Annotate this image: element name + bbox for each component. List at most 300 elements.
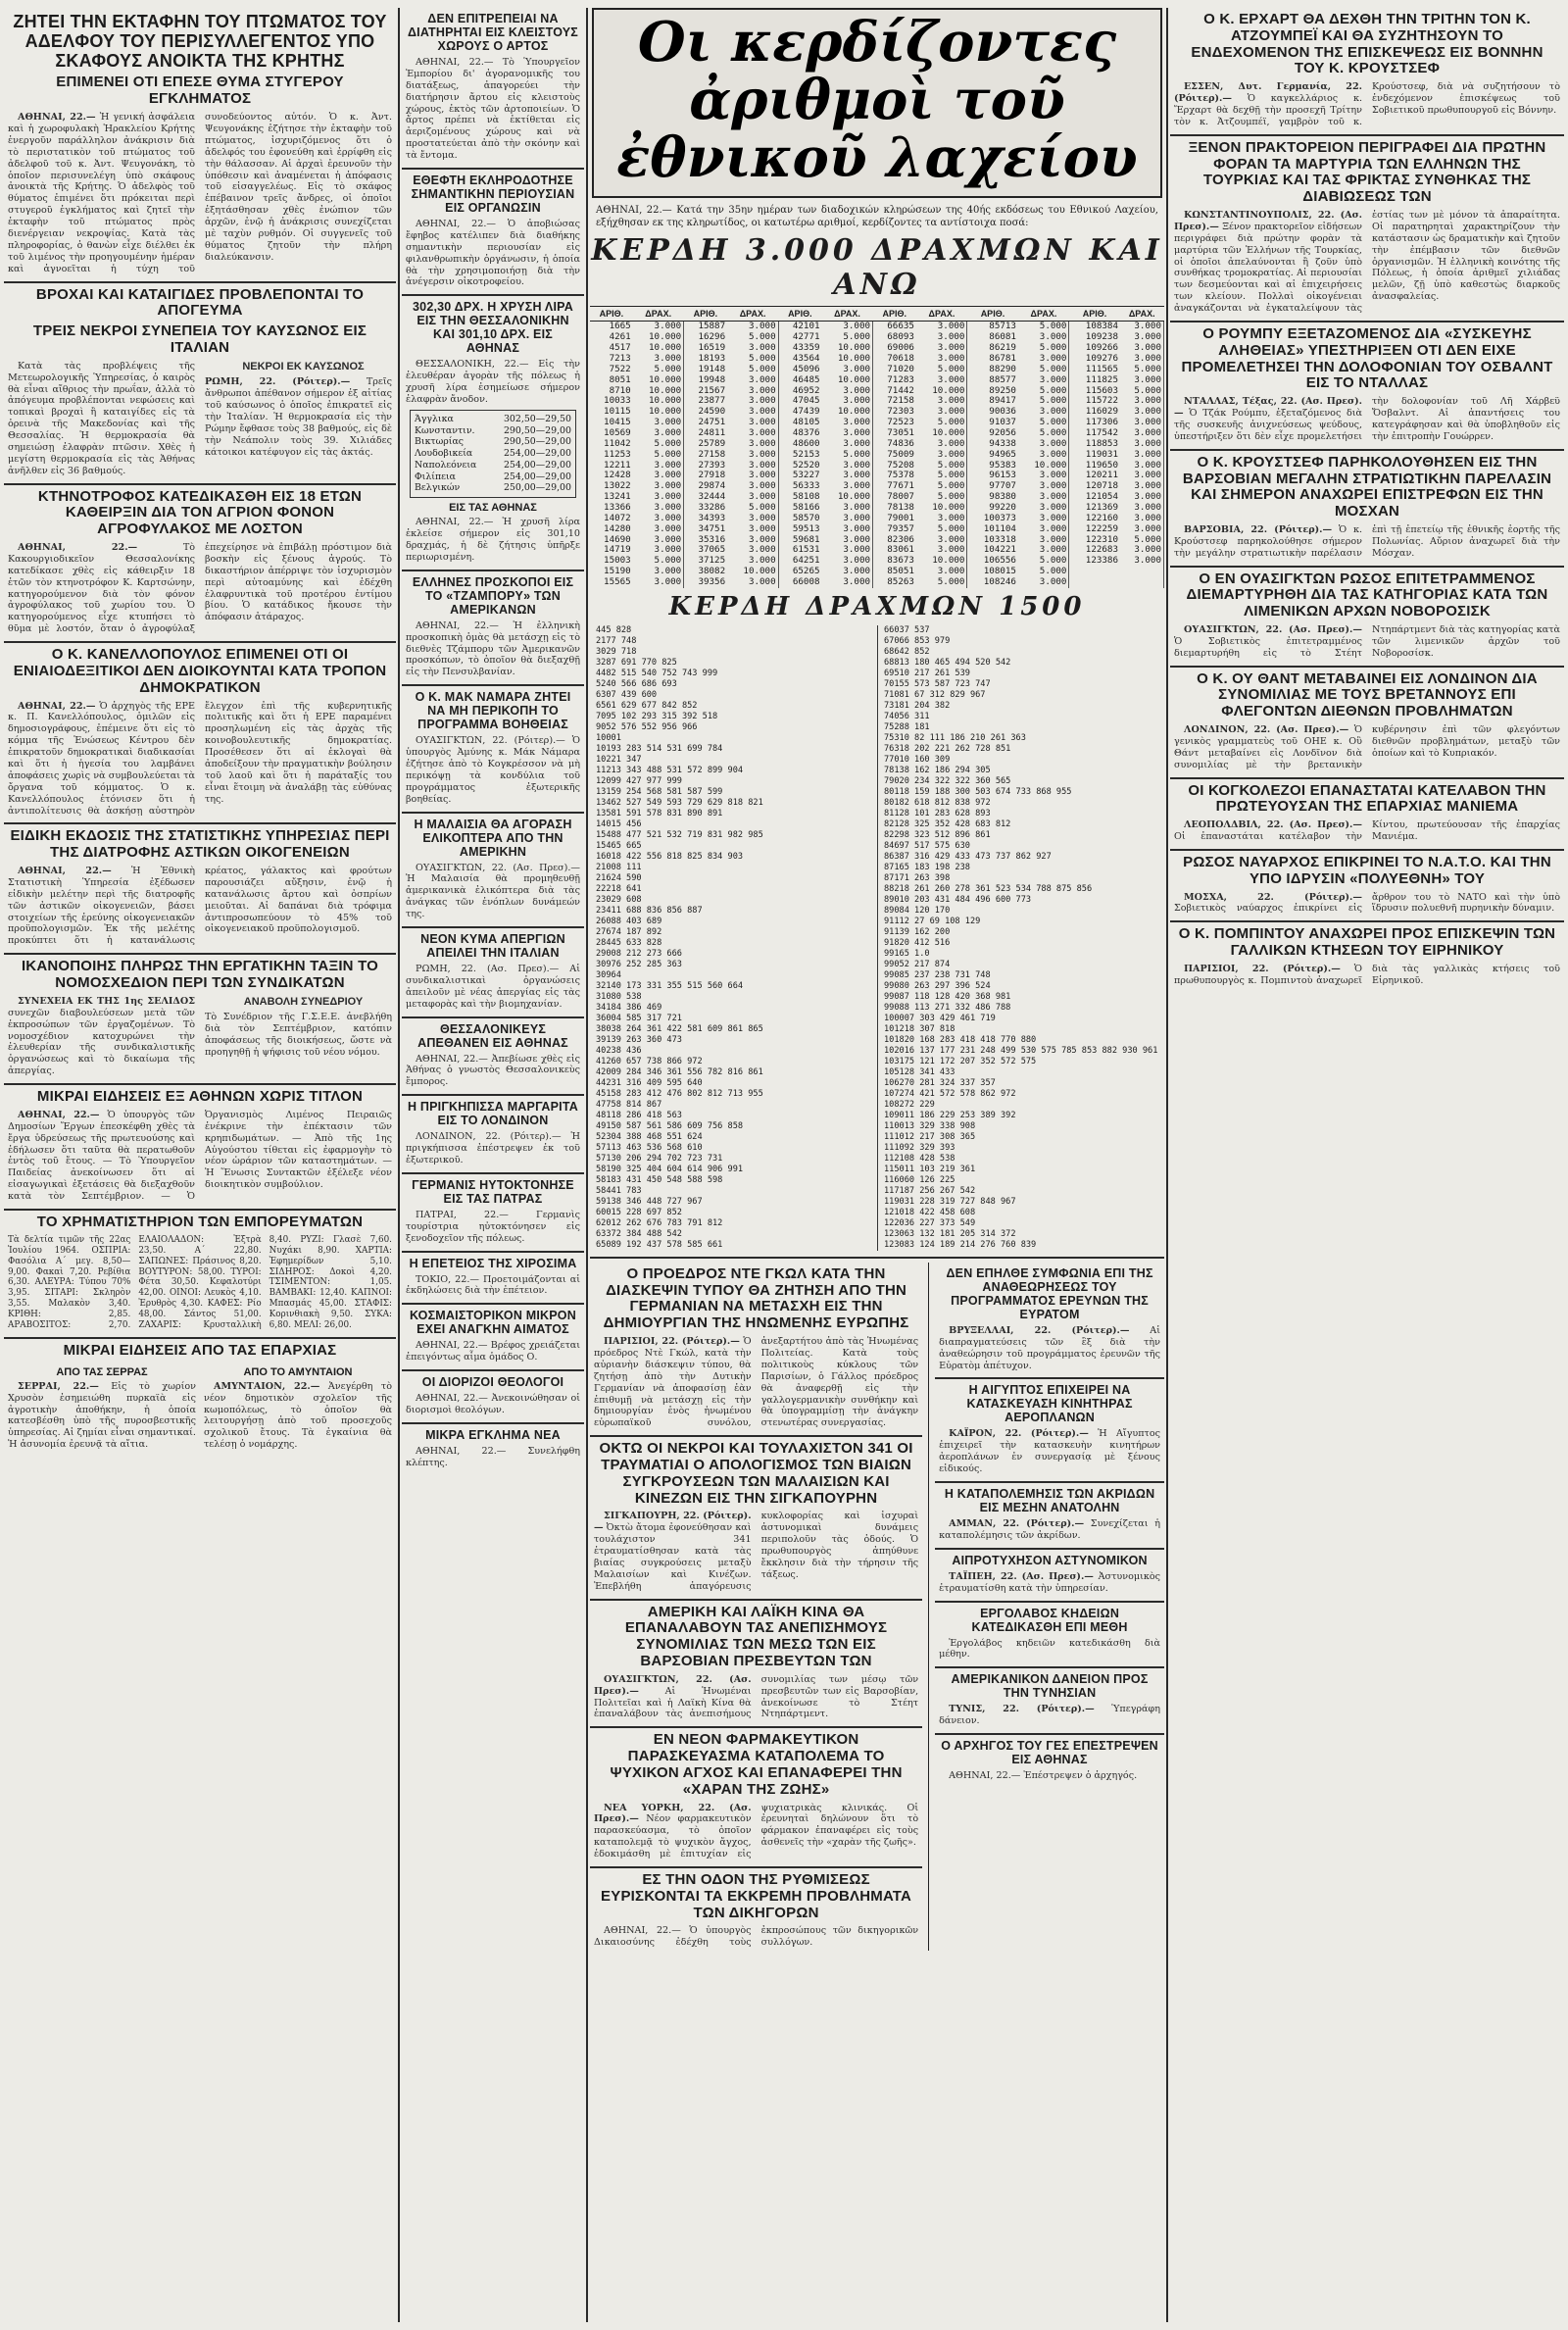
story-egypt — [939, 1383, 1160, 1475]
table-cell: 11253 — [604, 448, 631, 460]
table-cell: 122160 — [1085, 512, 1118, 523]
rates-table — [410, 410, 576, 498]
table-cell: 5.000 — [1018, 322, 1069, 332]
table-cell: 43359 — [792, 342, 820, 354]
list-item: 86387 316 429 433 473 737 862 927 — [884, 851, 1052, 862]
table-header-cell: ΔΡΑΧ. — [916, 307, 967, 322]
table-cell: 5.000 — [633, 450, 684, 461]
list-item: 57130 206 294 702 723 731 — [596, 1153, 723, 1164]
story-exhumation — [8, 12, 392, 275]
table-cell: 10.000 — [633, 343, 684, 354]
list-item: 101218 307 818 — [884, 1023, 956, 1034]
table-cell: 97707 — [989, 480, 1016, 492]
list-item: 112108 428 538 — [884, 1153, 956, 1164]
list-item: 106270 281 324 337 357 — [884, 1077, 996, 1088]
table-cell: 111825 — [1085, 373, 1118, 385]
story-medicine — [594, 1732, 918, 1860]
table-cell: 3.000 — [1018, 407, 1069, 418]
rule — [4, 953, 396, 955]
table-cell: 119650 — [1085, 459, 1118, 471]
table-cell: 98380 — [989, 491, 1016, 503]
table-cell: 3.000 — [822, 535, 873, 546]
story-police — [939, 1554, 1160, 1595]
headline: Η ΚΑΤΑΠΟΛΕΜΗΣΙΣ ΤΩΝ ΑΚΡΙΔΩΝ ΕΙΣ ΜΕΣΗΝ ΑΝΑΤΟΛΗΝ — [944, 1487, 1155, 1514]
column-right — [1170, 8, 1564, 2322]
table-cell: 14072 — [604, 512, 631, 523]
table-cell: 85713 — [989, 321, 1016, 332]
table-cell: 10.000 — [916, 503, 967, 514]
table-cell: 3.000 — [633, 418, 684, 428]
table-cell: 3.000 — [727, 428, 778, 439]
list-item: 31080 538 — [596, 991, 642, 1002]
table-cell: 5.000 — [822, 332, 873, 343]
list-item: 66037 537 — [884, 624, 930, 635]
list-item: 58441 783 — [596, 1185, 642, 1196]
table-cell: 42101 — [792, 321, 820, 332]
list-item: 60015 228 697 852 — [596, 1207, 682, 1217]
table-cell: 3.000 — [1120, 481, 1164, 492]
table-cell: 109266 — [1085, 342, 1118, 354]
list-item: 69510 217 261 539 — [884, 668, 970, 678]
list-item: 73181 204 382 — [884, 700, 951, 711]
list-item: 123063 132 181 205 314 372 — [884, 1228, 1016, 1239]
list-item: 13581 591 578 831 890 891 — [596, 808, 723, 818]
list-item: 117187 256 267 542 — [884, 1185, 976, 1196]
table-cell: 79357 — [887, 522, 914, 534]
table-cell: 3.000 — [916, 322, 967, 332]
rule — [4, 1337, 396, 1339]
table-cell: 72523 — [887, 417, 914, 428]
table-cell: 3.000 — [633, 535, 684, 546]
story-turkey-greeks — [1174, 140, 1560, 315]
list-item: 445 828 — [596, 624, 632, 635]
table-cell: 5.000 — [727, 365, 778, 375]
table-cell: 3.000 — [822, 545, 873, 556]
story-body: ΟΥΑΣΙΓΚΤΩΝ, 22. (Ασ. Πρεσ).— Αἱ Ἡνωμέναι Πολιτεῖαι καὶ ἡ Λαϊκὴ Κίνα θὰ ἐπαναλάβουν τὰς ἀνεπισήμους συνομιλίας των μέσῳ τῶν πρεσβευτῶν των εἰς Βαρσοβίαν, ἀνεκοίνωσε τὸ Στέητ Ντηπάρτμεντ. — [594, 1673, 919, 1720]
table-cell: 39356 — [698, 576, 726, 588]
story-body: ΑΜΥΝΤΑΙΟΝ, 22.— Ἀνεγέρθη τὸ νέον δημοτικὸν σχολεῖον τῆς κωμοπόλεως, τὸ ὁποῖον θὰ λειτουργήσῃ ἀπὸ τοῦ προσεχοῦς σχολικοῦ ἔτους. Τὰ ἐγκαίνια θὰ τελέσῃ ὁ νομάρχης. — [204, 1380, 393, 1451]
list-item: 99080 263 297 396 524 — [884, 980, 991, 991]
table-cell: 5.000 — [1120, 386, 1164, 397]
table-cell: 3.000 — [822, 577, 873, 588]
table-cell: 104221 — [983, 544, 1016, 556]
table-cell: 66008 — [792, 576, 820, 588]
table-cell: 7213 — [609, 352, 631, 364]
story-body: Τὰ δελτία τιμῶν τῆς 22ας Ἰουλίου 1964. ΟΣΠΡΙΑ: Φασόλια Α΄ μεγ. 8,50—9,00. Φακαὶ 7,20. Ρεβίθια 6,30. ΑΛΕΥΡΑ: Τύπου 70% 3,95. ΣΙΤΑΡΙ: Σκληρὸν 3,55. Μαλακὸν 3,40. ΚΡΙΘΗ: 2,85. ΑΡΑΒΟΣΙΤΟΣ: 2,70. ΕΛΑΙΟΛΑΔΟΝ: Ἐξτρὰ 23,50. Α΄ 22,80. ΣΑΠΩΝΕΣ: Πράσινος 8,20. ΒΟΥΤΥΡΟΝ: 58,00. ΤΥΡΟΙ: Φέτα 30,50. Κεφαλοτύρι 42,00. ΟΙΝΟΙ: Λευκὸς 4,10. Ἐρυθρὸς 4,30. ΚΑΦΕΣ: Ρίο 48,00. Σάντος 51,00. ΖΑΧΑΡΙΣ: Κρυσταλλικὴ 8,40. ΡΥΖΙ: Γλασὲ 7,60. Νυχάκι 8,90. ΧΑΡΤΙΑ: Ἐφημερίδων 5,10. ΣΙΔΗΡΟΣ: Δοκοὶ 4,20. ΤΣΙΜΕΝΤΟΝ: 1,05. ΒΑΜΒΑΚΙ: 12,40. ΚΑΠΝΟΙ: Μπασμάς 45,00. ΣΤΑΦΙΣ: Κορινθιακὴ 9,50. ΣΥΚΑ: 6,80. ΜΕΛΙ: 26,00. — [8, 1234, 392, 1331]
headline: ΟΙ ΚΟΓΚΟΛΕΖΟΙ ΕΠΑΝΑΣΤΑΤΑΙ ΚΑΤΕΛΑΒΟΝ ΤΗΝ ΠΡΩΤΕΥΟΥΣΑΝ ΤΗΣ ΕΠΑΡΧΙΑΣ ΜΑΝΙΕΜΑ — [1188, 781, 1546, 816]
table-cell: 14280 — [604, 522, 631, 534]
table-cell: 3.000 — [1120, 556, 1164, 567]
table-cell: 78138 — [887, 502, 914, 513]
table-cell: 3.000 — [916, 439, 967, 450]
rates-row: Ναπολεόνεια 254,00—29,00 — [415, 459, 571, 471]
rule — [402, 168, 584, 170]
list-item: 102016 137 177 231 248 499 530 575 785 853 882 930 961 — [884, 1045, 1158, 1056]
story-body: ΑΘΗΝΑΙ, 22.— Ὁ ἀρχηγὸς τῆς ΕΡΕ κ. Π. Κανελλόπουλος, ὁμιλῶν εἰς δημοσιογράφους, ἐπέμεινε ὅτι εἰς τὸ κόμμα τῆς Ἑνώσεως Κέντρου δὲν ἐπικρατοῦν δημοκρατικαὶ διαδικασίαι καὶ ὅτι ἡ ἡγεσία του λαμβάνει ἀποφάσεις χωρὶς νὰ συμβουλεύεται τὰ ὄργανα τοῦ κόμματος. Ὁ κ. Κανελλόπουλος ἐτόνισεν ὅτι ἡ ἀντιπολίτευσις θὰ ἀσκήσῃ αὐστηρὸν ἔλεγχον ἐπὶ τῆς κυβερνητικῆς πολιτικῆς καὶ ὅτι ἡ ΕΡΕ παραμένει προσηλωμένη εἰς τὰς ἀρχὰς τῆς κοινοβουλευτικῆς δημοκρατίας. Προσέθεσεν ὅτι αἱ ἐκλογαὶ θὰ ἀποδείξουν τὴν πραγματικὴν βούλησιν τοῦ λαοῦ καὶ ὅτι ἡ παράταξίς του εἶναι ἕτοιμη νὰ ἀναλάβῃ τὰς εὐθύνας της. — [8, 700, 392, 817]
rates-row: Φιλίπεια 254,00—29,00 — [415, 471, 571, 482]
table-cell: 5.000 — [633, 439, 684, 450]
table-cell: 15190 — [604, 566, 631, 577]
list-item: 82128 325 352 428 683 812 — [884, 818, 1011, 829]
list-item: 79020 234 322 322 360 565 — [884, 775, 1011, 786]
table-cell: 88577 — [989, 373, 1016, 385]
story-body: ΠΑΡΙΣΙΟΙ, 22. (Ρόιτερ).— Ὁ πρόεδρος Ντὲ Γκώλ, κατὰ τὴν αὐριανὴν διάσκεψιν τύπου, θὰ ζητήσῃ ἀπὸ τὴν Δυτικὴν Γερμανίαν νὰ ἀποφασίσῃ ἐὰν ἐπιθυμῇ νὰ μετάσχῃ εἰς τὴν δημιουργίαν ἑνὸς ἡνωμένου εὐρωπαϊκοῦ συνόλου, ἀνεξαρτήτου ἀπὸ τὰς Ἡνωμένας Πολιτείας. Κατὰ τοὺς πολιτικοὺς κύκλους τῶν Παρισίων, ὁ Γάλλος πρόεδρος θὰ ἀναφερθῇ εἰς τὴν γαλλογερμανικὴν συνθήκην καὶ θὰ ὑπογραμμίσῃ τὴν ἀνάγκην στενωτέρας συνεργασίας. — [594, 1336, 919, 1429]
table-cell: 3.000 — [1120, 322, 1164, 332]
table-header-cell: ΑΡΙΘ. — [873, 307, 916, 322]
table-cell: 3.000 — [822, 514, 873, 524]
table-cell: 115603 — [1085, 384, 1118, 396]
list-item: 10221 347 — [596, 754, 642, 765]
rule — [935, 1481, 1164, 1483]
table-cell: 122683 — [1085, 544, 1118, 556]
rates-row: Βελγικών 250,00—29,00 — [415, 482, 571, 494]
table-header-cell: ΔΡΑΧ. — [727, 307, 778, 322]
table-cell: 10.000 — [916, 556, 967, 567]
headline: Ο ΠΡΟΕΔΡΟΣ ΝΤΕ ΓΚΩΛ ΚΑΤΑ ΤΗΝ ΔΙΑΣΚΕΨΙΝ ΤΥΠΟΥ ΘΑ ΖΗΤΗΣΗ ΑΠΟ ΤΗΝ ΓΕΡΜΑΝΙΑΝ ΝΑ ΜΕΤΑΣΧΗ ΕΙΣ ΤΗΝ ΔΗΜΙΟΥΡΓΙΑΝ ΤΗΣ ΗΝΩΜΕΝΗΣ ΕΥΡΩΠΗΣ — [603, 1264, 909, 1332]
story-euratom — [939, 1266, 1160, 1372]
table-cell: 37125 — [698, 555, 726, 567]
headline: ΜΙΚΡΑΙ ΕΙΔΗΣΕΙΣ ΕΞ ΑΘΗΝΩΝ ΧΩΡΙΣ ΤΙΤΛΟΝ — [36, 1088, 364, 1106]
headline: Η ΑΙΓΥΠΤΟΣ ΕΠΙΧΕΙΡΕΙ ΝΑ ΚΑΤΑΣΚΕΥΑΣΗ ΚΙΝΗΤΗΡΑΣ ΑΕΡΟΠΛΑΝΩΝ — [966, 1383, 1133, 1425]
rule — [1170, 566, 1564, 568]
table-cell: 74836 — [887, 437, 914, 449]
table-cell — [1120, 577, 1164, 588]
table-cell: 85263 — [887, 576, 914, 588]
headline: Ο Κ. ΕΡΧΑΡΤ ΘΑ ΔΕΧΘΗ ΤΗΝ ΤΡΙΤΗΝ ΤΟΝ Κ. ΑΤΖΟΥΜΠΕΪ ΚΑΙ ΘΑ ΣΥΖΗΤΗΣΟΥΝ ΤΟ ΕΝΔΕΧΟΜΕΝΟΝ ΤΗΣ ΕΠΙΣΚΕΨΕΩΣ ΕΙΣ ΒΟΝΝΗΝ ΤΟΥ Κ. ΚΡΟΥΣΤΣΕΦ — [1191, 11, 1544, 77]
lottery-right-stories — [935, 1263, 1164, 1951]
story-body: ΕΣΣΕΝ, Δυτ. Γερμανία, 22. (Ρόιτερ).— Ὁ καγκελλάριος κ. Ἔρχαρτ θὰ δεχθῇ τὴν προσεχῆ Τρίτην τὸν κ. Ἀτζουμπέϊ, γαμβρὸν τοῦ κ. Κρούστσεφ, διὰ νὰ συζητήσουν τὸ ἐνδεχόμενον ἐπισκέψεως τοῦ Σοβιετικοῦ πρωθυπουργοῦ εἰς Βόννην. — [1174, 81, 1560, 127]
table-cell: 3.000 — [1120, 332, 1164, 343]
story-body: ΒΡΥΞΕΛΛΑΙ, 22. (Ρόιτερ).— Αἱ διαπραγματεύσεις τῶν ἓξ διὰ τὴν ἀναθεώρησιν τοῦ προγράμματος ἐρευνῶν τῆς Εὐρατὸμ ἀπέτυχον. — [939, 1324, 1160, 1371]
table-cell: 117306 — [1085, 417, 1118, 428]
rule — [1170, 134, 1564, 136]
table-cell: 5.000 — [916, 365, 967, 375]
table-cell: 12428 — [604, 470, 631, 481]
rule — [590, 1435, 922, 1437]
table-cell: 18193 — [698, 352, 726, 364]
table-cell: 58108 — [792, 491, 820, 503]
table-cell: 3.000 — [727, 375, 778, 386]
list-item: 77010 160 309 — [884, 754, 951, 765]
table-cell: 91037 — [989, 417, 1016, 428]
story-uthant — [1174, 671, 1560, 771]
prize-heading-1500: ΚΕΡΔΗ ΔΡΑΧΜΩΝ 1500 — [668, 591, 1086, 621]
table-header-cell: ΑΡΙΘ. — [1069, 307, 1120, 322]
list-item: 111092 329 393 — [884, 1142, 956, 1153]
table-cell: 75009 — [887, 448, 914, 460]
table-cell: 37065 — [698, 544, 726, 556]
table-cell: 118853 — [1085, 437, 1118, 449]
headline: ΑΙΠΡΟΤΥΧΗΣΟΝ ΑΣΤΥΝΟΜΙΚΟΝ — [952, 1553, 1148, 1567]
lottery-masthead: Οι κερδίζοντες ἀριθμοὶ τοῦ ἐθνικοῦ λαχείου — [592, 8, 1162, 198]
table-cell: 1665 — [609, 321, 631, 332]
lottery-table — [590, 306, 1164, 587]
table-cell: 5.000 — [1018, 567, 1069, 577]
rule — [590, 1726, 922, 1728]
table-cell: 21567 — [698, 384, 726, 396]
rule — [590, 1599, 922, 1601]
table-cell: 24590 — [698, 406, 726, 418]
table-cell: 3.000 — [1120, 450, 1164, 461]
list-item: 65089 192 437 578 585 661 — [596, 1239, 723, 1250]
rule — [402, 1369, 584, 1371]
table-cell: 10.000 — [727, 567, 778, 577]
story-body: ΑΘΗΝΑΙ, 22.— Ὁ ἀποβιώσας ἔφηβος κατέλιπεν διὰ διαθήκης σημαντικὴν περιουσίαν εἰς φιλανθρωπικὴν ὀργάνωσιν, ἡ ὁποία θὰ τὴν χρησιμοποιήσῃ διὰ τὴν ἀνέγερσιν οἰκοτροφείου. — [406, 219, 580, 288]
table-header-row — [590, 307, 1164, 322]
table-cell: 3.000 — [822, 386, 873, 397]
table-cell: 10.000 — [916, 386, 967, 397]
table-cell: 3.000 — [633, 577, 684, 588]
table-cell: 10.000 — [1018, 461, 1069, 471]
headline: Η ΕΠΕΤΕΙΟΣ ΤΗΣ ΧΙΡΟΣΙΜΑ — [409, 1256, 577, 1270]
rule — [1170, 920, 1564, 922]
table-cell: 3.000 — [1018, 492, 1069, 503]
list-item: 11213 343 488 531 572 899 904 — [596, 765, 744, 775]
table-cell: 10.000 — [822, 492, 873, 503]
table-cell: 53227 — [792, 470, 820, 481]
table-cell: 45096 — [792, 363, 820, 374]
table-header-cell: ΑΡΙΘ. — [967, 307, 1018, 322]
story-singapore — [594, 1441, 918, 1592]
list-item: 9052 576 552 956 966 — [596, 721, 698, 732]
table-cell: 5.000 — [1018, 418, 1069, 428]
story-body: ΤΑΪΠΕΗ, 22. (Ασ. Πρεσ).— Ἀστυνομικὸς ἐτραυματίσθη κατὰ τὴν ὑπηρεσίαν. — [939, 1570, 1160, 1594]
story-mcnamara — [406, 690, 580, 805]
table-cell: 3.000 — [633, 524, 684, 535]
table-cell: 10.000 — [633, 407, 684, 418]
rule — [402, 1251, 584, 1253]
table-header-cell: ΑΡΙΘ. — [778, 307, 821, 322]
subheadline: ΤΡΕΙΣ ΝΕΚΡΟΙ ΣΥΝΕΠΕΙΑ ΤΟΥ ΚΑΥΣΩΝΟΣ ΕΙΣ ΙΤΑΛΙΑΝ — [32, 322, 368, 356]
table-cell: 27918 — [698, 470, 726, 481]
story-body: ΑΘΗΝΑΙ, 22.— Ἐπέστρεψεν ὁ ἀρχηγός. — [949, 1770, 1138, 1782]
list-item: 80118 159 188 300 503 674 733 868 955 — [884, 786, 1072, 797]
table-cell: 5.000 — [1120, 535, 1164, 546]
table-cell: 73051 — [887, 426, 914, 438]
story-body: ΑΘΗΝΑΙ, 22.— Ἡ ἑλληνικὴ προσκοπικὴ ὁμὰς θὰ μετάσχῃ εἰς τὸ διεθνὲς Τζάμπορυ τῶν Ἀμερικανῶν προσκόπων, τὸ ὁποῖον θὰ διεξαχθῇ εἰς τὴν Πενσυλβανίαν. — [406, 620, 580, 678]
list-item: 63372 384 488 542 — [596, 1228, 682, 1239]
table-cell: 3.000 — [727, 343, 778, 354]
table-cell: 5.000 — [916, 481, 967, 492]
table-cell: 10.000 — [633, 332, 684, 343]
list-item: 44231 316 409 595 640 — [596, 1077, 703, 1088]
table-cell: 109276 — [1085, 352, 1118, 364]
table-cell: 42771 — [792, 331, 820, 343]
headline: ΑΜΕΡΙΚΑΝΙΚΟΝ ΔΑΝΕΙΟΝ ΠΡΟΣ ΤΗΝ ΤΥΝΗΣΙΑΝ — [951, 1672, 1149, 1701]
table-cell: 38082 — [698, 566, 726, 577]
table-cell: 3.000 — [727, 450, 778, 461]
table-cell: 3.000 — [1120, 514, 1164, 524]
table-cell: 3.000 — [633, 481, 684, 492]
table-cell: 48376 — [792, 426, 820, 438]
rule — [402, 1422, 584, 1424]
headline: ΕΡΓΟΛΑΒΟΣ ΚΗΔΕΙΩΝ ΚΑΤΕΔΙΚΑΣΘΗ ΕΠΙ ΜΕΘΗ — [971, 1606, 1128, 1634]
table-cell: 3.000 — [822, 556, 873, 567]
table-cell: 3.000 — [727, 418, 778, 428]
rule — [590, 1866, 922, 1868]
table-cell: 29874 — [698, 480, 726, 492]
list-item: 32140 173 331 355 515 560 664 — [596, 980, 744, 991]
rule — [1170, 849, 1564, 851]
headline: ΔΕΝ ΕΠΗΛΘΕ ΣΥΜΦΩΝΙΑ ΕΠΙ ΤΗΣ ΑΝΑΘΕΩΡΗΣΕΩΣ ΤΟΥ ΠΡΟΓΡΑΜΜΑΤΟΣ ΕΡΕΥΝΩΝ ΤΗΣ ΕΥΡΑΤΟΜ — [946, 1265, 1153, 1321]
list-item: 6561 629 677 842 852 — [596, 700, 698, 711]
headline: Ο ΑΡΧΗΓΟΣ ΤΟΥ ΓΕΣ ΕΠΕΣΤΡΕΨΕΝ ΕΙΣ ΑΘΗΝΑΣ — [941, 1739, 1158, 1767]
list-item: 103175 121 172 207 352 572 575 — [884, 1056, 1037, 1066]
table-cell: 11042 — [604, 437, 631, 449]
list-item: 10001 — [596, 732, 621, 743]
list-item: 13159 254 568 581 587 599 — [596, 786, 723, 797]
headline: ΙΚΑΝΟΠΟΙΗΣ ΠΛΗΡΩΣ ΤΗΝ ΕΡΓΑΤΙΚΗΝ ΤΑΞΙΝ ΤΟ ΝΟΜΟΣΧΕΔΙΟΝ ΠΕΡΙ ΤΩΝ ΣΥΝΔΙΚΑΤΩΝ — [21, 958, 379, 992]
list-item: 84697 517 575 630 — [884, 840, 970, 851]
table-cell: 3.000 — [1120, 471, 1164, 481]
table-cell: 5.000 — [727, 503, 778, 514]
story-body: ΤΟΚΙΟ, 22.— Προετοιμάζονται αἱ ἐκδηλώσεις διὰ τὴν ἐπέτειον. — [406, 1273, 580, 1297]
rates-row: Άγγλικα 302,50—29,50 — [415, 413, 571, 424]
list-item: 91139 162 200 — [884, 926, 951, 937]
rule — [935, 1733, 1164, 1735]
list-item: 2177 748 — [596, 635, 637, 646]
story-body: ΣΥΝΕΧΕΙΑ ΕΚ ΤΗΣ 1ης ΣΕΛΙΔΟΣ συνεχῶν διαβουλεύσεων μετὰ τῶν ἐκπροσώπων τῶν ἐργαζομένων. Τὸ νομοσχέδιον κατοχυρώνει τὴν ἐλευθερίαν τῆς συνδικαλιστικῆς ὀργανώσεως καὶ τὸ δικαίωμα τῆς ἀπεργίας. ΑΝΑΒΟΛΗ ΣΥΝΕΔΡΙΟΥ Τὸ Συνέδριον τῆς Γ.Σ.Ε.Ε. ἀνεβλήθη διὰ τὸν Σεπτέμβριον, κατόπιν ἀποφάσεως τῆς διοικήσεως, ὥστε νὰ προηγηθῇ ἡ ψήφισις τοῦ νέου νόμου. — [8, 995, 392, 1077]
story-body: ΝΤΑΛΛΑΣ, Τέξας, 22. (Ασ. Πρεσ).— Ὁ Τζάκ Ρούμπυ, ἐξεταζόμενος διὰ τῆς συσκευῆς ἀνιχνεύσεως ψεύδους, ὑπεστήριξεν ὅτι δὲν εἶχε προμελετήσει τὴν δολοφονίαν τοῦ Λῆ Χάρβεϋ Ὄσβαλντ. Αἱ ἀπαντήσεις του κατεγράφησαν καὶ θὰ ὑποβληθοῦν εἰς τὴν ἐπιτροπὴν Γουώρρεν. — [1174, 396, 1560, 442]
list-item: 40238 436 — [596, 1045, 642, 1056]
story-strikes — [406, 932, 580, 1011]
story-novorossiysk — [1174, 571, 1560, 660]
story-body: ΟΥΑΣΙΓΚΤΩΝ, 22. (Ασ. Πρεσ).— Ἡ Μαλαισία θὰ προμηθευθῇ ἀμερικανικὰ ἑλικόπτερα διὰ τὰς ἀνάγκας τῶν ἐνόπλων δυνάμεών της. — [406, 862, 580, 920]
list-item: 14015 456 — [596, 818, 642, 829]
table-cell: 119031 — [1085, 448, 1118, 460]
table-cell: 10.000 — [822, 375, 873, 386]
list-item: 58183 431 450 548 588 598 — [596, 1174, 723, 1185]
headline: ΝΕΟΝ ΚΥΜΑ ΑΠΕΡΓΙΩΝ ΑΠΕΙΛΕΙ ΤΗΝ ΙΤΑΛΙΑΝ — [420, 931, 565, 960]
table-cell: 10.000 — [633, 386, 684, 397]
table-cell: 3.000 — [822, 524, 873, 535]
table-cell: 14719 — [604, 544, 631, 556]
table-cell: 3.000 — [1120, 343, 1164, 354]
headline: Ο Κ. ΚΡΟΥΣΤΣΕΦ ΠΑΡΗΚΟΛΟΥΘΗΣΕΝ ΕΙΣ ΤΗΝ ΒΑΡΣΟΒΙΑΝ ΜΕΓΑΛΗΝ ΣΤΡΑΤΙΩΤΙΚΗΝ ΠΑΡΕΛΑΣΙΝ ΚΑΙ ΣΗΜΕΡΟΝ ΑΝΑΧΩΡΕΙ ΕΠΙΣΤΡΕΦΩΝ ΕΙΣ ΤΗΝ ΜΟΣΧΑΝ — [1182, 453, 1552, 521]
list-item: 68813 180 465 494 520 542 — [884, 657, 1011, 668]
story-body: ΠΑΡΙΣΙΟΙ, 22. (Ρόιτερ).— Ὁ πρωθυπουργὸς κ. Πομπιντοὺ ἀναχωρεῖ διὰ τὰς γαλλικὰς κτήσεις τοῦ Εἰρηνικοῦ. — [1174, 963, 1560, 986]
headline: 302,30 ΔΡΧ. Η ΧΡΥΣΗ ΛΙΡΑ ΕΙΣ ΤΗΝ ΘΕΣΣΑΛΟΝΙΚΗΝ ΚΑΙ 301,10 ΔΡΧ. ΕΙΣ ΑΘΗΝΑΣ — [413, 300, 573, 356]
table-cell: 5.000 — [727, 332, 778, 343]
table-cell: 13022 — [604, 480, 631, 492]
table-cell: 108384 — [1085, 321, 1118, 332]
story-body: ΑΘΗΝΑΙ, 22.— Τὸ Ὑπουργεῖον Ἐμπορίου δι' ἀγορανομικῆς του διατάξεως, ἀπαγορεύει τὴν διατήρησιν ἄρτου εἰς κλειστοὺς χώρους, ἐκτὸς τῶν ἀρτοποιείων. Ὁ ἄρτος πρέπει νὰ ἐκτίθεται εἰς ἀεριζομένους χώρους καὶ νὰ προστατεύεται ἀπὸ τὴν σκόνην καὶ τὰ ἔντομα. — [406, 57, 580, 162]
story-body: Ἐργολάβος κηδειῶν κατεδικάσθη διὰ μέθην. — [939, 1637, 1160, 1661]
table-cell: 71020 — [887, 363, 914, 374]
list-item: 21008 111 — [596, 862, 642, 872]
table-cell: 108015 — [983, 566, 1016, 577]
column-rule — [398, 8, 400, 2322]
table-cell: 10115 — [604, 406, 631, 418]
table-cell: 3.000 — [916, 332, 967, 343]
table-cell: 3.000 — [822, 322, 873, 332]
table-cell: 3.000 — [633, 567, 684, 577]
story-scouts — [406, 575, 580, 678]
table-cell: 3.000 — [633, 503, 684, 514]
rule — [402, 294, 584, 296]
table-cell: 5.000 — [1018, 365, 1069, 375]
subheadline: ΕΠΙΜΕΝΕΙ ΟΤΙ ΕΠΕΣΕ ΘΥΜΑ ΣΤΥΓΕΡΟΥ ΕΓΚΛΗΜΑΤΟΣ — [56, 74, 344, 108]
list-item: 100007 303 429 461 719 — [884, 1013, 996, 1023]
rates-row: Κωνσταντιν. 290,50—29,00 — [415, 424, 571, 436]
table-cell: 78007 — [887, 491, 914, 503]
list-item: 101820 168 283 418 418 770 880 — [884, 1034, 1037, 1045]
list-item: 52304 388 468 551 624 — [596, 1131, 703, 1142]
headline: ΞΕΝΟΝ ΠΡΑΚΤΟΡΕΙΟΝ ΠΕΡΙΓΡΑΦΕΙ ΔΙΑ ΠΡΩΤΗΝ ΦΟΡΑΝ ΤΑ ΜΑΡΤΥΡΙΑ ΤΩΝ ΕΛΛΗΝΩΝ ΤΗΣ ΤΟΥΡΚΙΑΣ ΚΑΙ ΤΑΣ ΦΡΙΚΤΑΣ ΣΥΝΘΗΚΑΣ ΤΗΣ ΔΙΑΒΙΩΣΕΩΣ ΤΩΝ — [1188, 138, 1546, 206]
rule — [1170, 321, 1564, 322]
rule — [4, 483, 396, 485]
table-cell: 14690 — [604, 533, 631, 545]
story-body: ΟΥΑΣΙΓΚΤΩΝ, 22. (Ασ. Πρεσ).— Ὁ Σοβιετικὸς ἐπιτετραμμένος διεμαρτυρήθη εἰς τὸ Στέητ Ντηπάρτμεντ διὰ τὰς κατηγορίας κατὰ τῶν λιμενικῶν ἀρχῶν τοῦ Νοβοροσίσκ. — [1174, 623, 1560, 659]
story-shepherd — [8, 489, 392, 636]
story-bequest — [406, 174, 580, 288]
headline: ΕΘΕΦΤΗ ΕΚΛΗΡΟΔΟΤΗΣΕ ΣΗΜΑΝΤΙΚΗΝ ΠΕΡΙΟΥΣΙΑΝ ΕΙΣ ΟΡΓΑΝΩΣΙΝ — [411, 174, 575, 216]
list-item: 99085 237 238 731 748 — [884, 969, 991, 980]
list-item: 16018 422 556 818 825 834 903 — [596, 851, 744, 862]
table-cell: 3.000 — [633, 354, 684, 365]
table-cell: 122259 — [1085, 522, 1118, 534]
story-kanellopoulos — [8, 647, 392, 817]
table-cell — [1120, 567, 1164, 577]
story-usa-china — [594, 1605, 918, 1721]
rule — [402, 570, 584, 571]
rule — [402, 812, 584, 814]
story-unions — [8, 959, 392, 1077]
rule — [402, 1303, 584, 1305]
rule — [935, 1377, 1164, 1379]
table-cell: 3.000 — [633, 322, 684, 332]
table-cell: 3.000 — [727, 396, 778, 407]
story-locusts — [939, 1487, 1160, 1542]
story-body: ΑΘΗΝΑΙ, 22.— Ἀπεβίωσε χθὲς εἰς Ἀθήνας ὁ γνωστὸς Θεσσαλονικεὺς ἔμπορος. — [406, 1053, 580, 1088]
table-cell: 3.000 — [633, 471, 684, 481]
story-body: ΛΟΝΔΙΝΟΝ, 22. (Ασ. Πρεσ).— Ὁ γενικὸς γραμματεὺς τοῦ ΟΗΕ κ. Οὒ Θάντ μεταβαίνει εἰς Λονδῖνον διὰ συνομιλίας μὲ τὴν βρετανικὴν κυβέρνησιν ἐπὶ τῶν φλεγόντων διεθνῶν προβλημάτων, μεταξὺ τῶν ὁποίων καὶ τὸ Κυπριακόν. — [1174, 724, 1560, 770]
table-cell: 70618 — [887, 352, 914, 364]
table-cell: 121369 — [1085, 502, 1118, 513]
table-cell: 3.000 — [1120, 492, 1164, 503]
list-item: 26088 403 689 — [596, 916, 662, 926]
table-cell: 52520 — [792, 459, 820, 471]
headline: ΖΗΤΕΙ ΤΗΝ ΕΚΤΑΦΗΝ ΤΟΥ ΠΤΩΜΑΤΟΣ ΤΟΥ ΑΔΕΛΦΟΥ ΤΟΥ ΠΕΡΙΣΥΛΛΕΓΕΝΤΟΣ ΥΠΟ ΣΚΑΦΟΥΣ ΑΝΟΙΚΤΑ ΤΗΣ ΚΡΗΤΗΣ — [13, 12, 387, 72]
list-item: 81128 101 283 628 893 — [884, 808, 991, 818]
table-cell: 3.000 — [727, 439, 778, 450]
table-cell: 5.000 — [916, 418, 967, 428]
list-item: 74056 311 — [884, 711, 930, 721]
story-blood — [406, 1309, 580, 1363]
story-body: ΜΟΣΧΑ, 22. (Ρόιτερ).— Σοβιετικὸς ναύαρχος ἐπικρίνει εἰς ἄρθρον του τὸ ΝΑΤΟ καὶ τὴν ὑπὸ ἵδρυσιν πολυεθνῆ πυρηνικὴν δύναμιν. — [1174, 891, 1560, 915]
table-cell: 32444 — [698, 491, 726, 503]
story-thessaloniki — [406, 1022, 580, 1089]
table-cell: 3.000 — [1120, 375, 1164, 386]
table-cell: 90036 — [989, 406, 1016, 418]
table-cell: 85051 — [887, 566, 914, 577]
table-header-cell: ΑΡΙΘ. — [590, 307, 633, 322]
table-cell — [1069, 567, 1120, 577]
story-gold — [406, 300, 580, 563]
list-item: 109011 186 229 253 389 392 — [884, 1110, 1016, 1120]
table-cell: 59513 — [792, 522, 820, 534]
list-item: 7095 102 293 315 392 518 — [596, 711, 718, 721]
story-hiroshima — [406, 1257, 580, 1298]
table-cell: 3.000 — [633, 428, 684, 439]
list-item: 75288 181 — [884, 721, 930, 732]
headline: Ο Κ. ΟΥ ΘΑΝΤ ΜΕΤΑΒΑΙΝΕΙ ΕΙΣ ΛΟΝΔΙΝΟΝ ΔΙΑ ΣΥΝΟΜΙΛΙΑΣ ΜΕ ΤΟΥΣ ΒΡΕΤΑΝΝΟΥΣ ΕΠΙ ΦΛΕΓΟΝΤΩΝ ΔΙΕΘΝΩΝ ΠΡΟΒΛΗΜΑΤΩΝ — [1197, 669, 1538, 720]
table-cell: 116029 — [1085, 406, 1118, 418]
column-rule — [928, 1263, 929, 1951]
list-item: 3029 718 — [596, 646, 637, 657]
table-cell: 4517 — [609, 342, 631, 354]
table-header-cell: ΑΡΙΘ. — [684, 307, 727, 322]
